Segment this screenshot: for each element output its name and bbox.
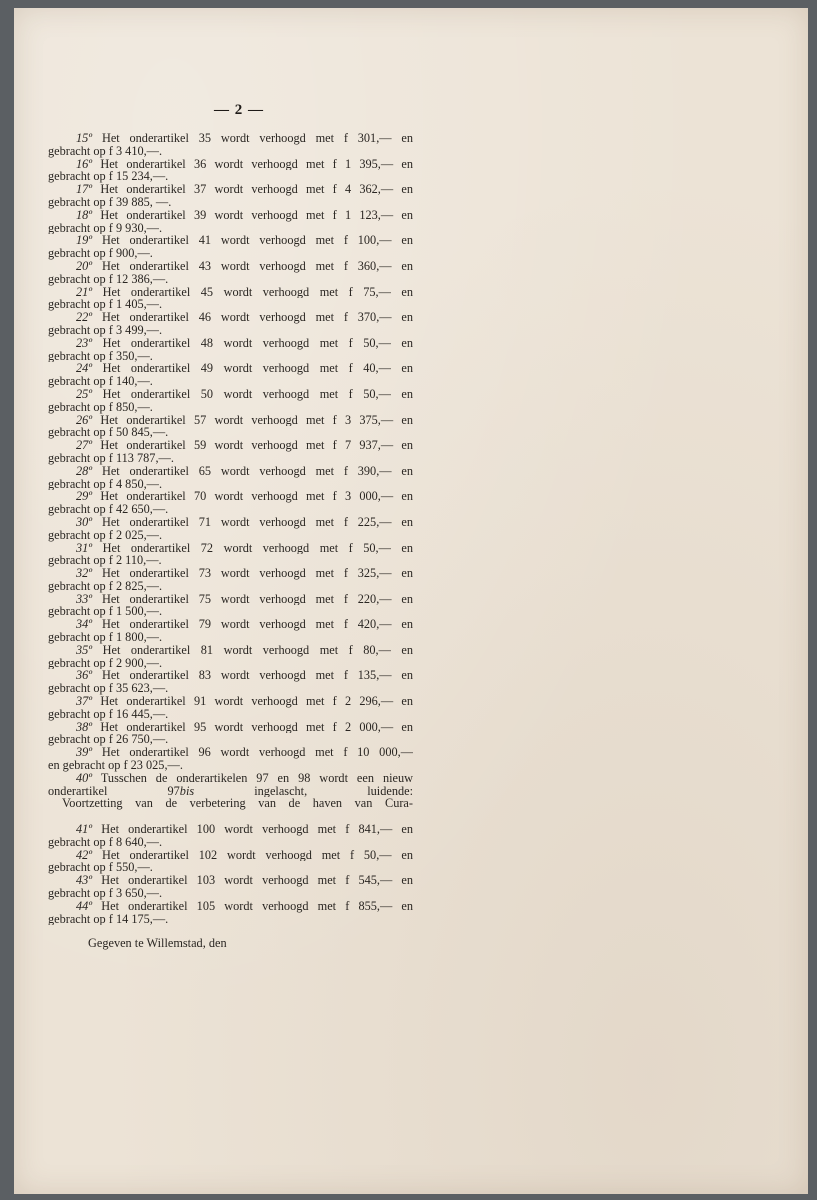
item-text: Het onderartikel 73 wordt verhoogd met f 325,— en <box>101 567 413 580</box>
item-number: 43º <box>76 874 93 888</box>
item-number: 38º <box>76 720 93 734</box>
item-line-2: gebracht op f 350,—. <box>48 349 153 363</box>
item-text: Het onderartikel 71 wordt verhoogd met f 225,— en <box>101 515 413 529</box>
item-line-1 <box>48 362 413 375</box>
list-item <box>48 414 413 440</box>
article-list <box>48 132 413 950</box>
item-line-1 <box>48 516 413 529</box>
document-page <box>14 8 808 1194</box>
list-item <box>48 465 413 491</box>
item-line-2: gebracht op f 140,—. <box>48 375 153 388</box>
item-line-1 <box>48 567 413 580</box>
item-text: Het onderartikel 72 wordt verhoogd met f 50,— en <box>102 541 413 555</box>
item-line-1 <box>48 823 413 836</box>
item-text: Het onderartikel 65 wordt verhoogd met f 390,— en <box>101 464 413 478</box>
item-number: 27º <box>76 439 93 452</box>
item-line-1 <box>48 746 413 759</box>
item-number: 25º <box>76 387 93 401</box>
item-line-2: gebracht op f 2 900,—. <box>48 656 163 670</box>
list-item <box>48 721 413 747</box>
item-line-1 <box>48 695 413 708</box>
item-text: Het onderartikel 96 wordt verhoogd met f 10 000,— <box>101 746 413 760</box>
item-line-1 <box>48 183 413 196</box>
item-text: Het onderartikel 46 wordt verhoogd met f 370,— en <box>101 311 413 324</box>
item-number: 23º <box>76 336 93 350</box>
item-text: Het onderartikel 59 wordt verhoogd met f 7 937,— en <box>100 439 413 452</box>
item-text: Het onderartikel 36 wordt verhoogd met f 1 395,— en <box>100 157 413 171</box>
item-line-1 <box>48 542 413 555</box>
list-item <box>48 746 413 772</box>
item-group-b <box>48 823 413 925</box>
item-line-1 <box>48 618 413 631</box>
item-line-1 <box>48 311 413 324</box>
item-number: 18º <box>76 208 93 222</box>
item-number: 42º <box>76 848 93 862</box>
item-number: 40º <box>76 771 93 785</box>
item-line-2: gebracht op f 39 885, —. <box>48 195 172 209</box>
item-number: 30º <box>76 515 93 529</box>
item-line-2: gebracht op f 850,—. <box>48 400 153 414</box>
item-line-1 <box>48 849 413 862</box>
item-line-1 <box>48 234 413 247</box>
closing-line: Gegeven te Willemstad, den <box>88 937 227 951</box>
list-item <box>48 286 413 312</box>
item-line-1 <box>48 644 413 657</box>
item-text: Het onderartikel 50 wordt verhoogd met f 50,— en <box>102 387 413 401</box>
item-line-2: en gebracht op f 23 025,—. <box>48 759 183 772</box>
list-item <box>48 593 413 619</box>
item-text-italic: bis <box>179 784 195 798</box>
item-text: Het onderartikel 102 wordt verhoogd met f 50,— en <box>101 848 413 862</box>
item-line-1 <box>48 772 413 785</box>
item-line-2: gebracht op f 113 787,—. <box>48 451 174 465</box>
list-item <box>48 311 413 337</box>
list-item <box>48 439 413 465</box>
item-line-2: gebracht op f 8 640,—. <box>48 835 163 849</box>
item-line-1 <box>48 337 413 350</box>
item-text: Het onderartikel 100 wordt verhoogd met f 841,— en <box>101 823 413 836</box>
item-number: 26º <box>76 413 93 427</box>
item-line-2: gebracht op f 2 110,—. <box>48 554 162 568</box>
item-line-2: gebracht op f 2 025,—. <box>48 528 163 542</box>
item-line-2: gebracht op f 2 825,—. <box>48 579 163 593</box>
list-item <box>48 542 413 568</box>
item-number: 35º <box>76 643 93 657</box>
list-item <box>48 618 413 644</box>
item-line-2: gebracht op f 12 386,—. <box>48 272 169 286</box>
item-line-2: gebracht op f 50 845,—. <box>48 426 169 440</box>
item-text: Het onderartikel 43 wordt verhoogd met f 360,— en <box>101 259 413 273</box>
item-number: 31º <box>76 541 93 555</box>
item-number: 21º <box>76 285 93 299</box>
item-text: Het onderartikel 81 wordt verhoogd met f 80,— en <box>102 643 413 657</box>
item-number: 24º <box>76 362 93 376</box>
list-item <box>48 695 413 721</box>
item-text: Het onderartikel 35 wordt verhoogd met f 301,— en <box>101 132 413 145</box>
item-line-2: gebracht op f 1 800,—. <box>48 631 163 644</box>
item-line-1 <box>48 260 413 273</box>
item-text: Het onderartikel 95 wordt verhoogd met f 2 000,— en <box>100 720 413 734</box>
item-number: 29º <box>76 490 93 504</box>
item-line-1 <box>48 490 413 503</box>
item-line-1 <box>48 388 413 401</box>
list-item <box>48 516 413 542</box>
item-line-3 <box>48 797 413 810</box>
item-line-2: gebracht op f 550,—. <box>48 861 153 875</box>
item-line-2: gebracht op f 3 499,—. <box>48 323 163 337</box>
list-item <box>48 849 413 875</box>
item-number: 37º <box>76 695 93 708</box>
item-line-1 <box>48 132 413 145</box>
item-text: Het onderartikel 41 wordt verhoogd met f 100,— en <box>101 234 413 248</box>
item-text: Het onderartikel 45 wordt verhoogd met f 75,— en <box>102 285 413 299</box>
item-line-2: gebracht op f 1 500,—. <box>48 605 163 619</box>
item-text: Tusschen de onderartikelen 97 en 98 wordt een nieuw <box>100 771 413 785</box>
item-text: Voortzetting van de verbetering van de haven van Cura- <box>62 797 413 811</box>
item-text-part: ingelascht, luidende: <box>194 784 413 798</box>
item-line-2: gebracht op f 42 650,—. <box>48 503 169 516</box>
page-number: — 2 — <box>214 102 264 118</box>
item-line-2: gebracht op f 26 750,—. <box>48 733 169 747</box>
item-number: 36º <box>76 669 93 683</box>
item-line-2: gebracht op f 9 930,—. <box>48 221 163 235</box>
item-line-2: gebracht op f 14 175,—. <box>48 912 169 926</box>
list-item <box>48 260 413 286</box>
list-item <box>48 900 413 926</box>
item-40 <box>48 772 413 823</box>
item-number: 44º <box>76 899 93 913</box>
item-number: 28º <box>76 464 93 478</box>
closing-block <box>48 937 413 950</box>
item-text: Het onderartikel 70 wordt verhoogd met f 3 000,— en <box>100 490 413 504</box>
item-line-4 <box>48 810 413 823</box>
item-text: Het onderartikel 91 wordt verhoogd met f 2 296,— en <box>100 695 413 708</box>
item-line-2: gebracht op f 15 234,—. <box>48 170 169 184</box>
item-line-2: gebracht op f 900,—. <box>48 247 153 260</box>
item-line-2: gebracht op f 16 445,—. <box>48 707 169 721</box>
item-line-2: gebracht op f 4 850,—. <box>48 477 163 491</box>
list-item <box>48 490 413 516</box>
item-line-1 <box>48 874 413 887</box>
item-group-a <box>48 132 413 772</box>
item-line-2: gebracht op f 3 410,—. <box>48 144 163 158</box>
list-item <box>48 388 413 414</box>
item-text: Het onderartikel 39 wordt verhoogd met f 1 123,— en <box>100 208 413 222</box>
list-item <box>48 644 413 670</box>
item-number: 39º <box>76 746 93 760</box>
item-text: Het onderartikel 49 wordt verhoogd met f 40,— en <box>102 362 413 376</box>
list-item <box>48 362 413 388</box>
item-text: Het onderartikel 103 wordt verhoogd met f 545,— en <box>101 874 413 888</box>
item-number: 41º <box>76 823 93 836</box>
item-line-1 <box>48 286 413 299</box>
list-item <box>48 874 413 900</box>
list-item <box>48 132 413 158</box>
item-number: 22º <box>76 311 93 324</box>
list-item <box>48 669 413 695</box>
item-number: 33º <box>76 592 93 606</box>
list-item <box>48 823 413 849</box>
item-line-2: gebracht op f 35 623,—. <box>48 682 169 696</box>
item-line-1 <box>48 721 413 734</box>
item-line-1 <box>48 439 413 452</box>
item-text-part: onderartikel 97 <box>48 784 180 798</box>
item-line-2: gebracht op f 1 405,—. <box>48 298 163 312</box>
item-text: Het onderartikel 83 wordt verhoogd met f 135,— en <box>101 669 413 683</box>
list-item <box>48 337 413 363</box>
list-item <box>48 567 413 593</box>
item-line-1 <box>48 158 413 171</box>
item-number: 34º <box>76 618 93 632</box>
item-number: 16º <box>76 157 93 171</box>
item-text: Het onderartikel 105 wordt verhoogd met f 855,— en <box>101 899 413 913</box>
item-line-2: gebracht op f 3 650,—. <box>48 887 163 900</box>
list-item <box>48 183 413 209</box>
item-line-2 <box>48 785 413 798</box>
list-item <box>48 158 413 184</box>
item-number: 19º <box>76 234 93 248</box>
item-line-1 <box>48 209 413 222</box>
item-line-1 <box>48 900 413 913</box>
item-text: Het onderartikel 75 wordt verhoogd met f 220,— en <box>101 592 413 606</box>
list-item <box>48 209 413 235</box>
list-item <box>48 234 413 260</box>
item-text: Het onderartikel 48 wordt verhoogd met f 50,— en <box>102 336 413 350</box>
item-number: 15º <box>76 132 93 145</box>
item-number: 20º <box>76 259 93 273</box>
item-text: Het onderartikel 79 wordt verhoogd met f 420,— en <box>101 618 413 632</box>
item-text: Het onderartikel 57 wordt verhoogd met f 3 375,— en <box>100 413 413 427</box>
item-line-1 <box>48 465 413 478</box>
item-line-1 <box>48 414 413 427</box>
item-number: 32º <box>76 567 93 580</box>
item-line-1 <box>48 669 413 682</box>
item-text: Het onderartikel 37 wordt verhoogd met f 4 362,— en <box>100 183 413 196</box>
item-line-1 <box>48 593 413 606</box>
item-number: 17º <box>76 183 93 196</box>
